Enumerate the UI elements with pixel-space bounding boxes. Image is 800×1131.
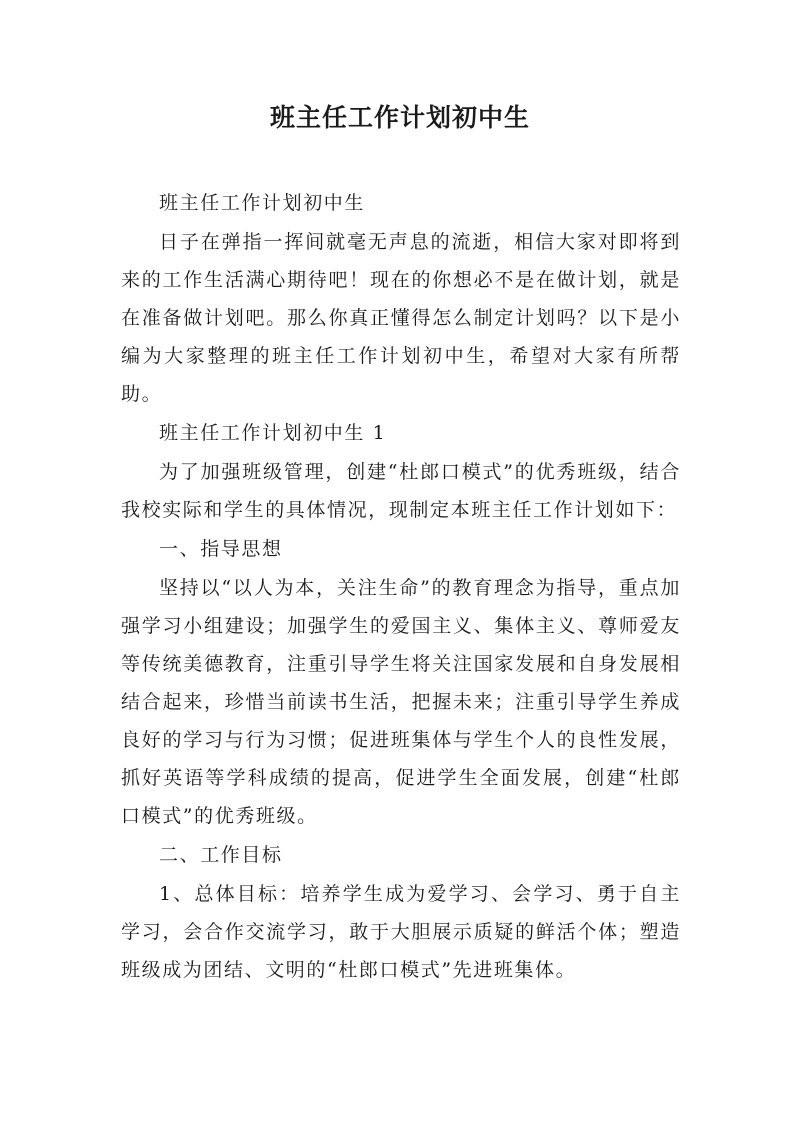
section-heading-work-goals: 二、工作目标 xyxy=(159,844,283,866)
section-heading-guiding-ideology: 一、指导思想 xyxy=(159,538,283,560)
overall-goal-paragraph: 1、总体目标：培养学生成为爱学习、会学习、勇于自主学习，会合作交流学习，敢于大胆展示质疑的鲜活个体；塑造班级成为团结、文明的“杜郎口模式”先进班集体。 xyxy=(121,883,681,981)
document-title: 班主任工作计划初中生 xyxy=(269,103,530,132)
guiding-ideology-paragraph: 坚持以“以人为本，关注生命”的教育理念为指导，重点加强学习小组建设；加强学生的爱国主义、集体主义、尊师爱友等传统美德教育，注重引导学生将关注国家发展和自身发展相结合起来，珍惜当前读书生活，把握未来；注重引导学生养成良好的学习与行为习惯；促进班集体与学生个人的良性发展，抓好英语等学科成绩的提高，促进学生全面发展，创建“杜郎口模式”的优秀班级。 xyxy=(121,577,681,827)
document-body xyxy=(121,184,681,990)
intro-paragraph: 日子在弹指一挥间就毫无声息的流逝，相信大家对即将到来的工作生活满心期待吧！现在的你想必不是在做计划，就是在准备做计划吧。那么你真正懂得怎么制定计划吗？以下是小编为大家整理的班主任工作计划初中生，希望对大家有所帮助。 xyxy=(121,231,681,405)
section-heading-plan-1: 班主任工作计划初中生 1 xyxy=(159,422,387,444)
heading-subtitle: 班主任工作计划初中生 xyxy=(159,192,366,214)
plan-intro-paragraph: 为了加强班级管理，创建“杜郎口模式”的优秀班级，结合我校实际和学生的具体情况，现制定本班主任工作计划如下： xyxy=(121,461,681,521)
